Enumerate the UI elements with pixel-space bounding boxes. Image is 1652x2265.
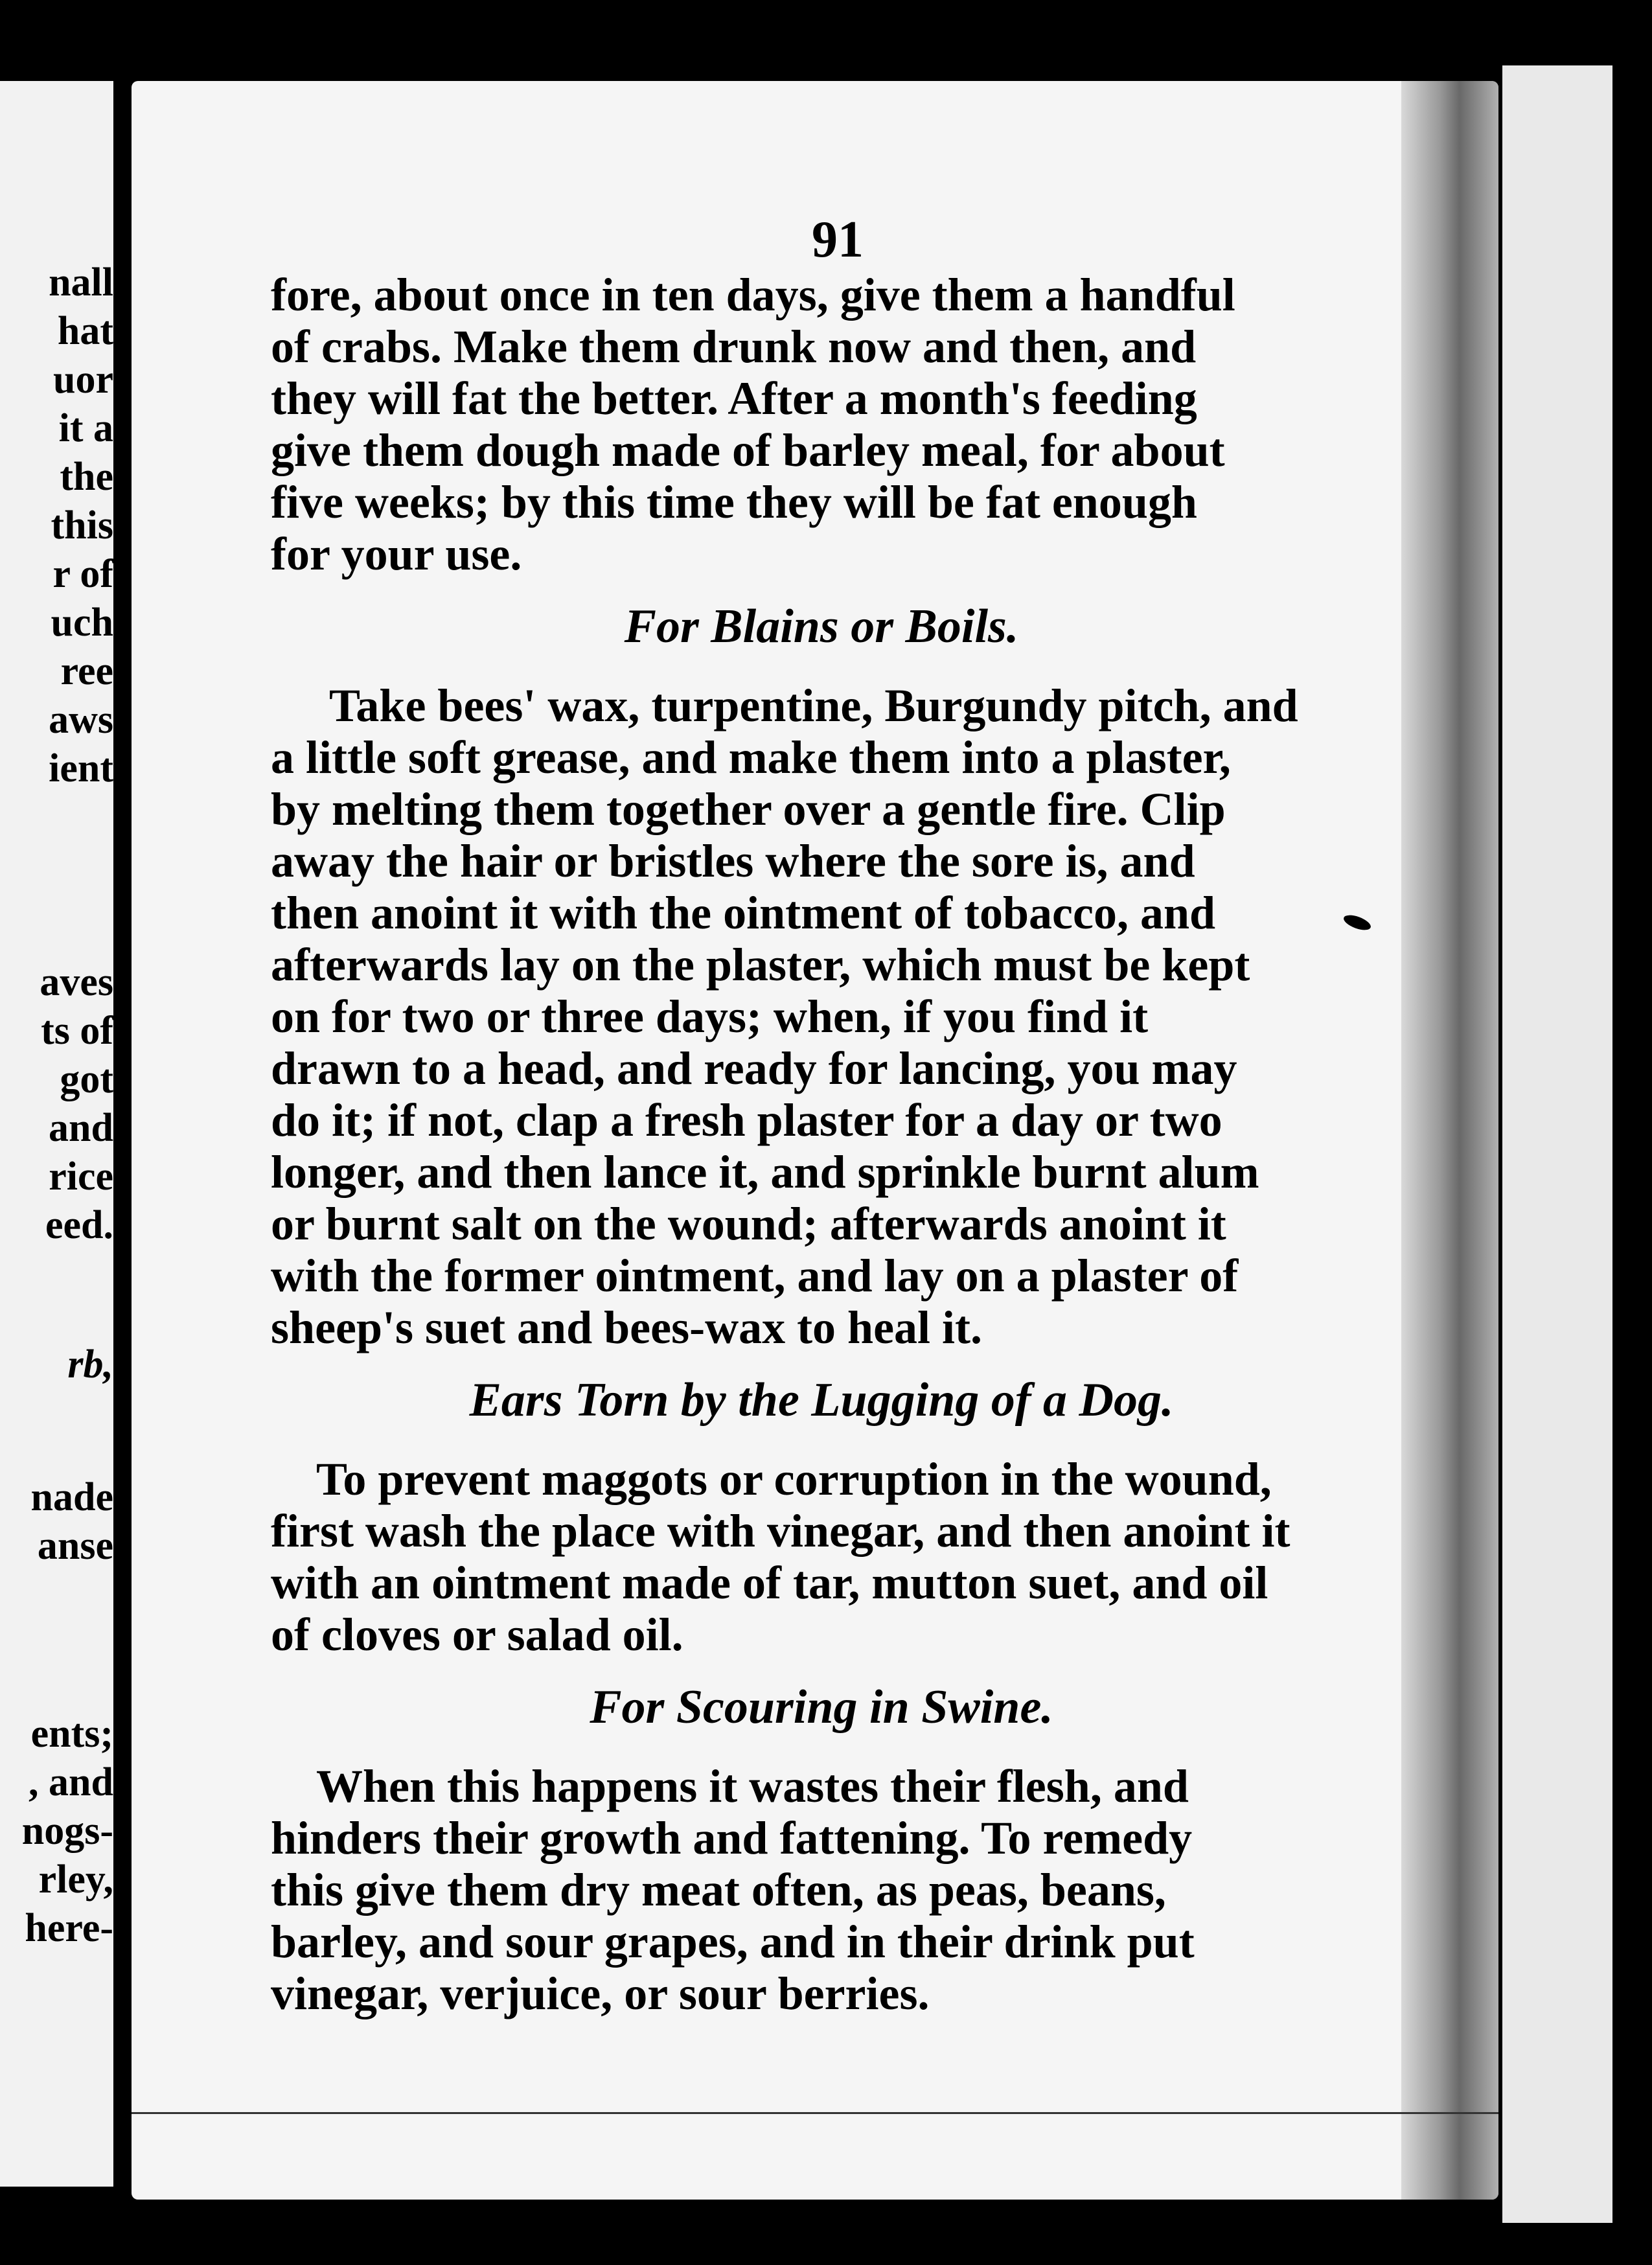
text-line: by melting them together over a gentle fire. Clip <box>271 783 1226 835</box>
left-fragment: rb, <box>67 1342 113 1386</box>
text-line: When this happens it wastes their flesh, and <box>316 1760 1189 1812</box>
text-line: five weeks; by this time they will be fat enough <box>271 476 1197 528</box>
left-fragment: got <box>60 1057 113 1101</box>
text-line: do it; if not, clap a fresh plaster for a day or two <box>271 1094 1222 1146</box>
left-fragment: hat <box>57 309 113 353</box>
page-number: 91 <box>812 211 864 268</box>
left-fragment: ents; <box>30 1712 113 1756</box>
text-line: this give them dry meat often, as peas, beans, <box>271 1864 1166 1916</box>
text-line: of cloves or salad oil. <box>271 1609 683 1661</box>
text-line: barley, and sour grapes, and in their drink put <box>271 1916 1195 1968</box>
text-line: Take bees' wax, turpentine, Burgundy pitch, and <box>329 680 1298 731</box>
left-fragment: rley, <box>38 1857 113 1902</box>
right-page-strip <box>1498 62 1616 2227</box>
text-line: of crabs. Make them drunk now and then, and <box>271 321 1197 373</box>
left-fragment: rice <box>49 1155 113 1199</box>
text-line: sheep's suet and bees-wax to heal it. <box>271 1302 983 1353</box>
left-page-fragment <box>0 81 113 2187</box>
left-fragment: nade <box>30 1475 113 1519</box>
left-fragment: here- <box>25 1906 113 1950</box>
left-fragment: the <box>60 455 113 499</box>
text-line: hinders their growth and fattening. To remedy <box>271 1812 1193 1864</box>
left-fragment: ient <box>49 746 113 790</box>
section-heading: For Blains or Boils. <box>624 600 1019 653</box>
text-line: To prevent maggots or corruption in the wound, <box>316 1453 1272 1505</box>
text-line: a little soft grease, and make them into a plaster, <box>271 731 1231 783</box>
section-heading: For Scouring in Swine. <box>590 1681 1053 1734</box>
text-line: vinegar, verjuice, or sour berries. <box>271 1968 930 2019</box>
text-line: then anoint it with the ointment of tobacco, and <box>271 887 1216 939</box>
text-line: or burnt salt on the wound; afterwards anoint it <box>271 1198 1226 1250</box>
page-text <box>271 269 1372 2019</box>
left-fragment: it a <box>58 406 113 450</box>
left-fragment: uor <box>53 358 113 402</box>
left-fragment: , and <box>29 1760 113 1804</box>
left-fragment: nall <box>49 260 113 305</box>
left-fragment: eed. <box>45 1203 113 1247</box>
text-line: fore, about once in ten days, give them a handful <box>271 269 1235 321</box>
book-page <box>132 81 1498 2200</box>
book-gutter <box>113 81 132 2187</box>
text-line: drawn to a head, and ready for lancing, you may <box>271 1042 1237 1094</box>
left-fragment: uch <box>51 601 113 645</box>
left-fragment: anse <box>37 1524 113 1568</box>
left-fragment: ree <box>60 649 113 693</box>
text-line: first wash the place with vinegar, and then anoint it <box>271 1505 1291 1557</box>
text-line: for your use. <box>271 528 522 580</box>
text-line: give them dough made of barley meal, for about <box>271 424 1225 476</box>
text-line: afterwards lay on the plaster, which must be kept <box>271 939 1250 991</box>
text-line: longer, and then lance it, and sprinkle burnt alum <box>271 1146 1259 1198</box>
section-heading: Ears Torn by the Lugging of a Dog. <box>469 1374 1174 1427</box>
left-fragment: aws <box>49 698 113 742</box>
text-line: with an ointment made of tar, mutton suet, and oil <box>271 1557 1268 1609</box>
left-fragment: ts of <box>41 1009 113 1053</box>
text-line: they will fat the better. After a month's feeding <box>271 373 1197 424</box>
page-edge-shadow <box>1401 81 1498 2200</box>
left-fragment: r of <box>52 552 113 596</box>
left-fragment: this <box>51 503 113 547</box>
left-fragment: nogs- <box>21 1809 113 1853</box>
text-line: with the former ointment, and lay on a plaster of <box>271 1250 1239 1302</box>
left-fragment: aves <box>40 960 113 1004</box>
text-line: away the hair or bristles where the sore is, and <box>271 835 1195 887</box>
bottom-rule <box>132 2112 1498 2114</box>
text-line: on for two or three days; when, if you find it <box>271 991 1149 1042</box>
left-fragment: and <box>49 1106 113 1150</box>
